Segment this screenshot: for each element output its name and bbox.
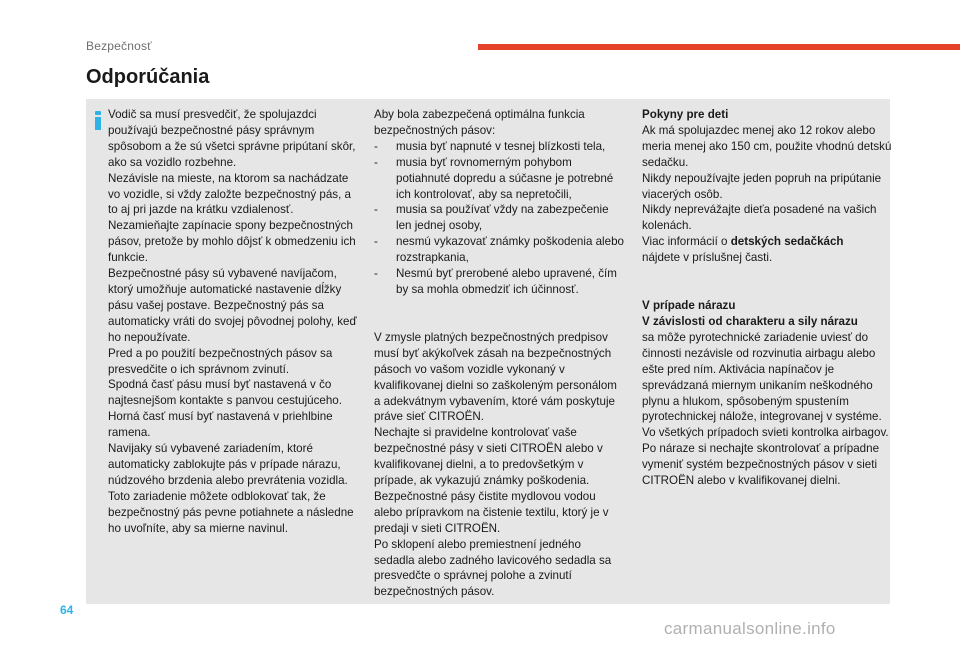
info-icon-stem xyxy=(95,117,101,130)
list-item: - musia byť napnuté v tesnej blízkosti tela, xyxy=(374,139,606,153)
paragraph: Pred a po použití bezpečnostných pásov sa presvedčite o ich správnom zvinutí. xyxy=(108,346,333,376)
dash-marker: - xyxy=(374,155,378,169)
paragraph: Bezpečnostné pásy sú vybavené navíjačom, ktorý umožňuje automatické nastavenie dĺžky pásu vašej postave. Bezpečnostný pás sa automaticky vráti do svojej pôvodnej polohy, keď ho nepoužívate. xyxy=(108,267,357,344)
dash-marker: - xyxy=(374,139,378,153)
crash-subheading: V závislosti od charakteru a sily nárazu xyxy=(642,314,858,328)
paragraph: Ak má spolujazdec menej ako 12 rokov alebo meria menej ako 150 cm, použite vhodnú detskú sedačku. xyxy=(642,123,892,169)
info-icon-dot xyxy=(95,111,101,115)
list-item: - musia sa používať vždy na zabezpečenie len jednej osoby, xyxy=(374,203,609,233)
column-belt-function xyxy=(374,107,624,600)
paragraph: Navijaky sú vybavené zariadením, ktoré automaticky zablokujte pás v prípade nárazu, núdzového brzdenia alebo prevrátenia vozidla. Toto zariadenie môžete odblokovať tak, že bezpečnostný pás pevne potiahnete a následne ho uvoľníte, aby sa mierne navinul. xyxy=(108,442,354,535)
paragraph: Nikdy neprevážajte dieťa posadené na vašich kolenách. xyxy=(642,203,877,233)
more-info-text: Viac informácií o detských sedačkách nájdete v príslušnej časti. xyxy=(642,235,844,265)
paragraph: Spodná časť pásu musí byť nastavená v čo najtesnejšom kontakte s panvou cestujúceho. xyxy=(108,378,342,408)
paragraph: Horná časť musí byť nastavená v priehlbine ramena. xyxy=(108,410,333,440)
spacer xyxy=(374,298,624,330)
children-heading: Pokyny pre deti xyxy=(642,108,729,121)
list-item: - Nesmú byť prerobené alebo upravené, čím by sa mohla obmedziť ich účinnosť. xyxy=(374,267,617,296)
column-seatbelt-advice xyxy=(108,107,358,536)
list-item: - musia byť rovnomerným pohybom potiahnuté dopredu a súčasne je potrebné ich kontrolovať, aby sa nepretočili, xyxy=(374,155,614,201)
child-seats-link-text: detských sedačkách xyxy=(730,235,844,249)
paragraph: sa môže pyrotechnické zariadenie uviesť do činnosti nezávisle od rozvinutia airbagu alebo ešte pred ním. Aktivácia napínačov je sprevádzaná miernym unikaním neškodného plynu a hlukom, spôsobeným spustením pyrotechnickej nálože, integrovanej v systéme. xyxy=(642,330,882,424)
paragraph: Nezamieňajte zapínacie spony bezpečnostných pásov, pretože by mohlo dôjsť k obmedzeniu ich funkcie. xyxy=(108,219,356,265)
column-children-crash xyxy=(642,107,892,489)
crash-heading: V prípade nárazu xyxy=(642,299,736,313)
header-accent-bar xyxy=(478,44,960,50)
section-label: Bezpečnosť xyxy=(86,39,152,53)
intro-text: Aby bola zabezpečená optimálna funkcia bezpečnostných pásov: xyxy=(374,108,585,137)
paragraph: V zmysle platných bezpečnostných predpisov musí byť akýkoľvek zásah na bezpečnostných pásoch vo vašom vozidle vykonaný v kvalifikovanej dielni so zaškoleným personálom a adekvátnym vybavením, ktoré vám poskytuje práve sieť CITROËN. xyxy=(374,330,617,424)
info-icon xyxy=(94,111,102,130)
spacer xyxy=(642,266,892,298)
page-number: 64 xyxy=(60,603,74,617)
paragraph: Po náraze si nechajte skontrolovať a prípadne vymeniť systém bezpečnostných pásov v sieti CITROËN alebo v kvalifikovanej dielni. xyxy=(642,442,880,488)
paragraph: Nikdy nepoužívajte jeden popruh na pripútanie viacerých osôb. xyxy=(642,171,882,201)
page-title: Odporúčania xyxy=(86,66,210,88)
paragraph: Po sklopení alebo premiestnení jedného sedadla alebo zadného lavicového sedadla sa presvedčte o správnej polohe a zvinutí bezpečnostných pásov. xyxy=(374,537,612,599)
watermark: carmanualsonline.info xyxy=(664,619,836,638)
dash-marker: - xyxy=(374,235,378,249)
paragraph: Bezpečnostné pásy čistite mydlovou vodou alebo prípravkom na čistenie textilu, ktorý je v predaji v sieti CITROËN. xyxy=(374,489,609,535)
paragraph: Nechajte si pravidelne kontrolovať vaše bezpečnostné pásy v sieti CITROËN alebo v kvalifikovanej dielni, a to predovšetkým v prípade, ak vykazujú známky poškodenia. xyxy=(374,426,603,488)
paragraph: Nezávisle na mieste, na ktorom sa nachádzate vo vozidle, si vždy založte bezpečnostný pás, a to aj pri jazde na krátku vzdialenosť. xyxy=(108,171,351,217)
paragraph: Vodič sa musí presvedčiť, že spolujazdci používajú bezpečnostné pásy správnym spôsobom a že sú všetci správne pripútaní skôr, ako sa vozidlo rozbehne. xyxy=(108,108,356,169)
paragraph: Vo všetkých prípadoch svieti kontrolka airbagov. xyxy=(642,426,889,440)
dash-marker: - xyxy=(374,203,378,217)
dash-marker: - xyxy=(374,267,378,281)
list-item: - nesmú vykazovať známky poškodenia alebo rozstrapkania, xyxy=(374,235,624,265)
